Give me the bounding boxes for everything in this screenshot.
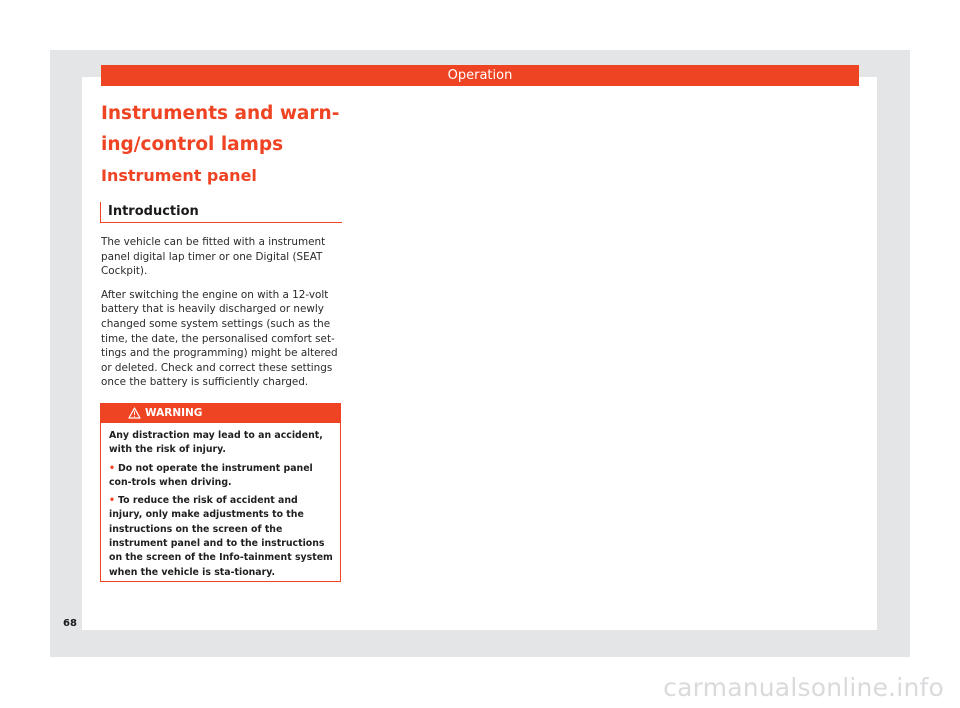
body-paragraph-1: The vehicle can be fitted with a instrument panel digital lap timer or one Digital (SEAT Cockpit). — [101, 236, 326, 278]
subsection-title-label: Introduction — [108, 204, 199, 219]
warning-item-text: To reduce the risk of accident and injury, only make adjustments to the instructions on the screen of the instrument panel and to the instructions on the screen of the Info-tainment system when the vehicle is sta-tionary. — [109, 495, 333, 578]
bullet-icon: • — [109, 495, 115, 507]
section-header-bar: Operation — [101, 65, 859, 86]
body-text — [101, 235, 342, 399]
warning-item-text: Do not operate the instrument panel con-trols when driving. — [109, 462, 313, 488]
warning-item — [109, 462, 334, 491]
page-number: 68 — [63, 618, 77, 629]
warning-triangle-icon — [128, 407, 141, 419]
chapter-title — [101, 98, 341, 160]
watermark: carmanualsonline.info — [663, 673, 944, 702]
bullet-icon: • — [109, 462, 115, 474]
warning-body — [101, 423, 340, 580]
section-title: Instrument panel — [101, 166, 257, 185]
warning-box — [100, 403, 341, 582]
warning-item — [109, 494, 334, 580]
chapter-title-line-1: Instruments and warn- — [101, 103, 340, 124]
warning-title: WARNING — [145, 407, 203, 419]
body-paragraph-2: After switching the engine on with a 12-volt battery that is heavily discharged or newly changed some system settings (such as the time, the date, the personalised comfort set-tings and the programming) might be altered or deleted. Check and correct these settings once the battery is sufficiently charged. — [101, 288, 338, 389]
warning-header — [101, 404, 340, 423]
subsection-title — [100, 202, 342, 223]
chapter-title-line-2: ing/control lamps — [101, 134, 284, 155]
warning-intro: Any distraction may lead to an accident, with the risk of injury. — [109, 430, 323, 456]
